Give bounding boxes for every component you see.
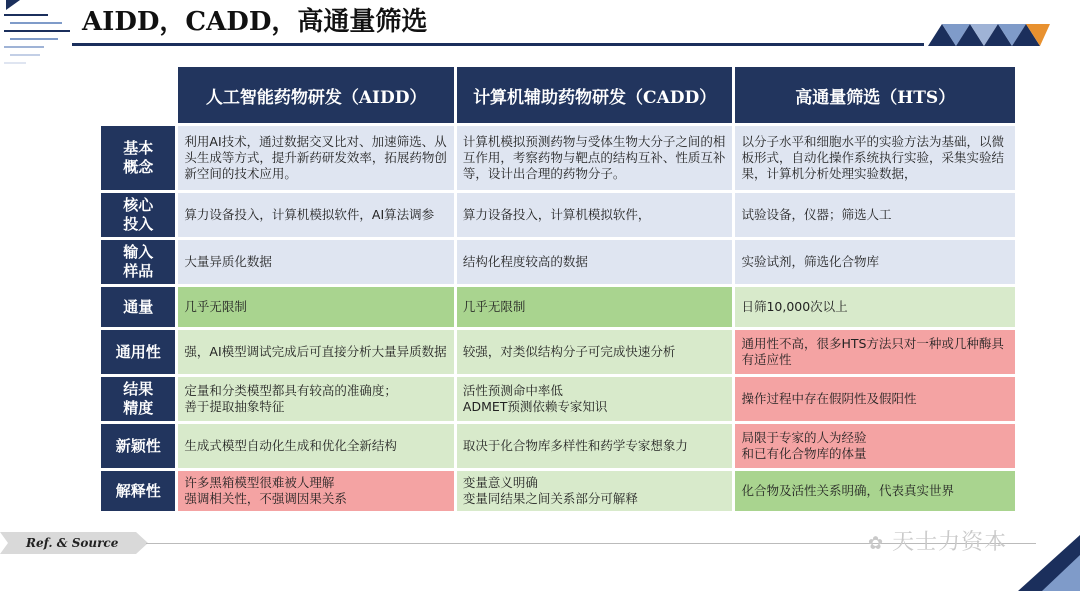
row-label [101, 330, 175, 374]
cell-text: 试验设备，仪器；筛选人工 [741, 207, 892, 222]
cell-text: 活性预测命中率低 [462, 383, 563, 398]
table-cell [457, 471, 733, 511]
cell-text: 几乎无限制 [462, 299, 526, 314]
title-underline [72, 43, 924, 46]
cell-text: 变量意义明确 [462, 475, 538, 490]
cell-text: 实验试剂，筛选化合物库 [741, 254, 879, 269]
row-label-line: 样品 [123, 262, 154, 280]
row-label-line: 结果 [123, 380, 154, 398]
table-cell [457, 330, 733, 374]
table-cell [457, 287, 733, 327]
watermark-text [868, 528, 1007, 558]
table-cell [457, 377, 733, 421]
table-cell [735, 330, 1015, 374]
table-cell [457, 126, 733, 190]
row-label-line: 基本 [123, 139, 154, 157]
table-row [101, 471, 1015, 511]
cell-text: 化合物及活性关系明确，代表真实世界 [741, 483, 954, 498]
table-cell [457, 193, 733, 237]
column-header-cadd: 计算机辅助药物研发（CADD） [457, 67, 733, 123]
row-label-line: 输入 [123, 243, 154, 261]
row-label-line: 核心 [123, 196, 154, 214]
cell-text: 操作过程中存在假阴性及假阳性 [741, 391, 917, 406]
row-label [101, 193, 175, 237]
row-label-line: 解释性 [115, 481, 161, 500]
cell-text: 许多黑箱模型很难被人理解 [184, 475, 335, 490]
row-label [101, 287, 175, 327]
table-cell [735, 424, 1015, 468]
row-label-line: 投入 [123, 215, 154, 233]
wechat-icon: ✿ [868, 533, 885, 554]
table-row [101, 193, 1015, 237]
table-cell [735, 377, 1015, 421]
cell-text: 定量和分类模型都具有较高的准确度； [184, 383, 397, 398]
table-row [101, 287, 1015, 327]
row-label [101, 424, 175, 468]
row-label-line: 精度 [123, 399, 154, 417]
table-cell [735, 126, 1015, 190]
row-label-line: 新颖性 [115, 436, 161, 455]
watermark-label: 天士力资本 [892, 530, 1008, 555]
header-corner [101, 67, 175, 123]
cell-text: 变量同结果之间关系部分可解释 [462, 491, 638, 506]
cell-text: 较强，对类似结构分子可完成快速分析 [462, 344, 676, 359]
table-cell [735, 240, 1015, 284]
ref-source-label: Ref. & Source [26, 536, 119, 550]
table-cell [457, 424, 733, 468]
cell-text: 几乎无限制 [184, 299, 247, 314]
row-label-line: 通量 [123, 297, 154, 316]
table-cell [178, 330, 454, 374]
cell-text: 算力设备投入，计算机模拟软件，AI算法调参 [184, 207, 435, 222]
table-cell [178, 424, 454, 468]
table-row [101, 126, 1015, 190]
row-label [101, 240, 175, 284]
table-cell [178, 240, 454, 284]
cell-text: ADMET预测依赖专家知识 [462, 399, 608, 414]
cell-text: 日筛10,000次以上 [741, 299, 848, 314]
table-row [101, 240, 1015, 284]
row-label-line: 概念 [123, 158, 154, 176]
table-row [101, 424, 1015, 468]
table-cell [178, 287, 454, 327]
row-label [101, 126, 175, 190]
table-cell [178, 377, 454, 421]
table-cell [735, 287, 1015, 327]
column-header-hts: 高通量筛选（HTS） [735, 67, 1015, 123]
table-cell [178, 193, 454, 237]
table-row [101, 377, 1015, 421]
cell-text: 利用AI技术，通过数据交叉比对、加速筛选、从头生成等方式，提升新药研发效率，拓展药物创新空间的技术应用。 [184, 134, 447, 181]
cell-text: 通用性不高，很多HTS方法只对一种或几种酶具有适应性 [741, 336, 1004, 367]
table-header-row [101, 67, 1015, 123]
cell-text: 计算机模拟预测药物与受体生物大分子之间的相互作用，考察药物与靶点的结构互补、性质互补等，设计出合理的药物分子。 [462, 134, 726, 181]
table-cell [735, 471, 1015, 511]
row-label [101, 471, 175, 511]
row-label [101, 377, 175, 421]
cell-text: 和已有化合物库的体量 [741, 446, 867, 461]
table-cell [178, 126, 454, 190]
cell-text: 生成式模型自动化生成和优化全新结构 [184, 438, 397, 453]
cell-text: 局限于专家的人为经验 [741, 430, 867, 445]
cell-text: 以分子水平和细胞水平的实验方法为基础，以微板形式，自动化操作系统执行实验，采集实验结果，计算机分析处理实验数据， [741, 134, 1004, 181]
page-title: AIDD，CADD，高通量筛选 [82, 7, 428, 37]
column-header-aidd: 人工智能药物研发（AIDD） [178, 67, 454, 123]
decorative-stripes [0, 0, 80, 70]
table-row [101, 330, 1015, 374]
cell-text: 强，AI模型调试完成后可直接分析大量异质数据 [184, 344, 447, 359]
cell-text: 善于提取抽象特征 [184, 399, 285, 414]
cell-text: 强调相关性，不强调因果关系 [184, 491, 347, 506]
corner-decoration [1018, 535, 1080, 591]
table-cell [457, 240, 733, 284]
cell-text: 算力设备投入，计算机模拟软件， [462, 207, 651, 222]
row-label-line: 通用性 [115, 342, 161, 361]
comparison-table [98, 64, 1018, 514]
cell-text: 结构化程度较高的数据 [462, 254, 588, 269]
table-cell [178, 471, 454, 511]
decorative-triangles [928, 24, 1050, 46]
table-cell [735, 193, 1015, 237]
cell-text: 取决于化合物库多样性和药学专家想象力 [462, 438, 688, 453]
cell-text: 大量异质化数据 [184, 254, 272, 269]
table-body [101, 126, 1015, 511]
